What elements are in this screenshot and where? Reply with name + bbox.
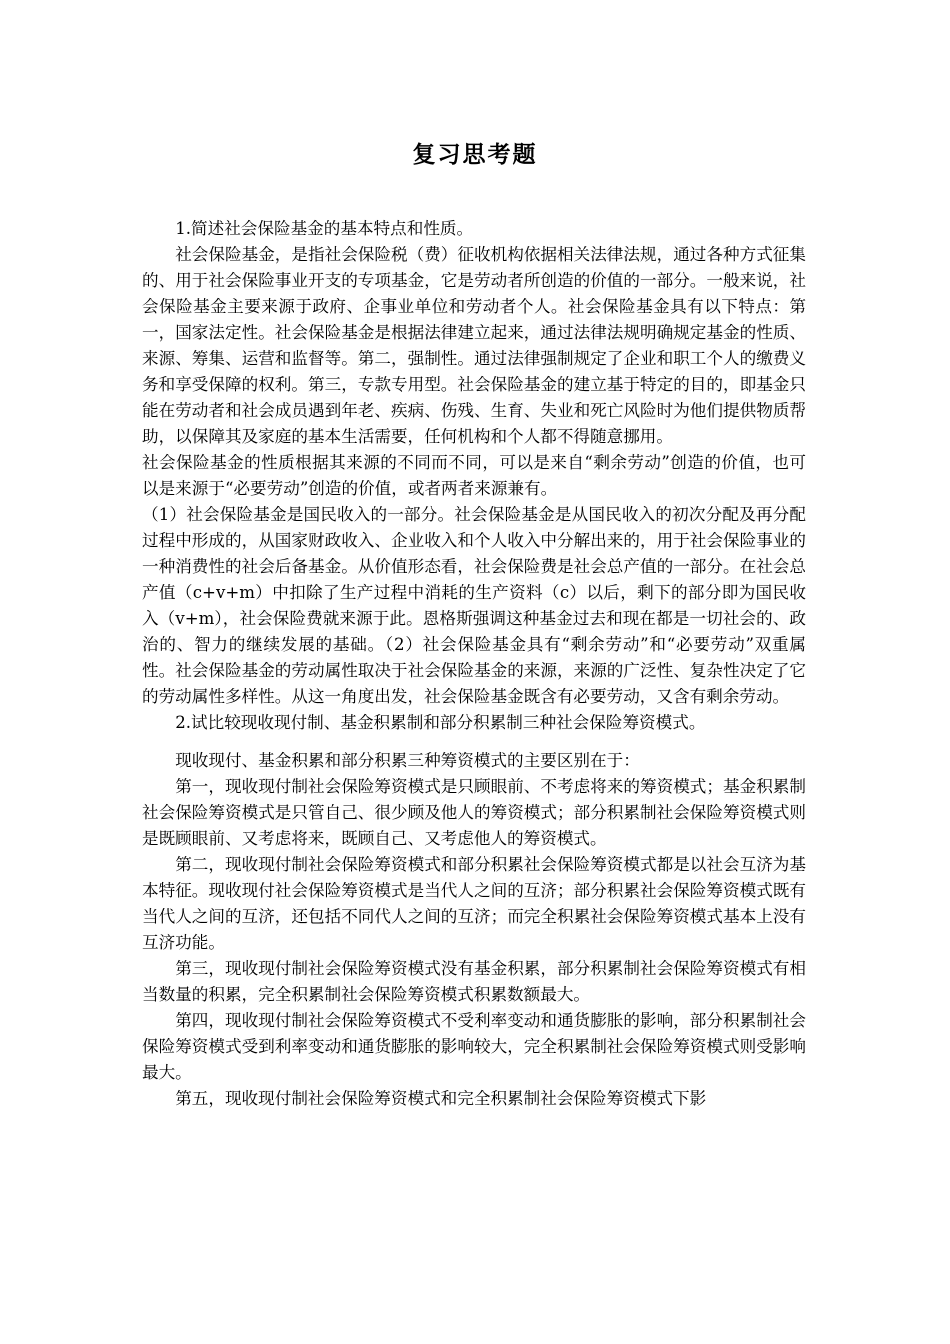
answer-2-point-1: 第一，现收现付制社会保险筹资模式是只顾眼前、不考虑将来的筹资模式；基金积累制社会保险筹资模式是只管自己、很少顾及他人的筹资模式；部分积累制社会保险筹资模式则是既顾眼前、又考虑将来，既顾自己、又考虑他人的筹资模式。 [142, 777, 806, 848]
question-2: 2.试比较现收现付制、基金积累制和部分积累制三种社会保险筹资模式。 [175, 713, 706, 732]
question-1: 1.简述社会保险基金的基本特点和性质。 [175, 219, 474, 238]
answer-2-point-3: 第三，现收现付制社会保险筹资模式没有基金积累，部分积累制社会保险筹资模式有相当数量的积累，完全积累制社会保险筹资模式积累数额最大。 [142, 959, 806, 1004]
answer-1-nature-paragraph: 社会保险基金的性质根据其来源的不同而不同，可以是来自“剩余劳动”创造的价值，也可以是来源于“必要劳动”创造的价值，或者两者来源兼有。 [142, 453, 806, 498]
answer-2-point-4: 第四，现收现付制社会保险筹资模式不受利率变动和通货膨胀的影响，部分积累制社会保险筹资模式受到利率变动和通货膨胀的影响较大，完全积累制社会保险筹资模式则受影响最大。 [142, 1011, 806, 1082]
answer-2-intro: 现收现付、基金积累和部分积累三种筹资模式的主要区别在于： [175, 751, 640, 770]
answer-1-features-paragraph: 社会保险基金，是指社会保险税（费）征收机构依据相关法律法规，通过各种方式征集的、用于社会保险事业开支的专项基金，它是劳动者所创造的价值的一部分。一般来说，社会保险基金主要来源于政府、企事业单位和劳动者个人。社会保险基金具有以下特点：第一，国家法定性。社会保险基金是根据法律建立起来，通过法律法规明确规定基金的性质、来源、筹集、运营和监督等。第二，强制性。通过法律强制规定了企业和职工个人的缴费义务和享受保障的权利。第三，专款专用型。社会保险基金的建立基于特定的目的，即基金只能在劳动者和社会成员遇到年老、疾病、伤残、生育、失业和死亡风险时为他们提供物质帮助，以保障其及家庭的基本生活需要，任何机构和个人都不得随意挪用。 [142, 245, 806, 446]
answer-1-nature-detail-paragraph: （1）社会保险基金是国民收入的一部分。社会保险基金是从国民收入的初次分配及再分配过程中形成的，从国家财政收入、企业收入和个人收入中分解出来的，用于社会保险事业的一种消费性的社会后备基金。从价值形态看，社会保险费是社会总产值的一部分。在社会总产值（c+v+m）中扣除了生产过程中消耗的生产资料（c）以后，剩下的部分即为国民收入（v+m），社会保险费就来源于此。恩格斯强调这种基金过去和现在都是一切社会的、政治的、智力的继续发展的基础。（2）社会保险基金具有“剩余劳动”和“必要劳动”双重属性。社会保险基金的劳动属性取决于社会保险基金的来源，来源的广泛性、复杂性决定了它的劳动属性多样性。从这一角度出发，社会保险基金既含有必要劳动，又含有剩余劳动。 [142, 505, 806, 706]
answer-2-point-2: 第二，现收现付制社会保险筹资模式和部分积累社会保险筹资模式都是以社会互济为基本特征。现收现付社会保险筹资模式是当代人之间的互济；部分积累社会保险筹资模式既有当代人之间的互济，还包括不同代人之间的互济；而完全积累社会保险筹资模式基本上没有互济功能。 [142, 855, 806, 952]
answer-2-point-5: 第五，现收现付制社会保险筹资模式和完全积累制社会保险筹资模式下影 [175, 1089, 707, 1108]
document-body [142, 216, 806, 1112]
page-title: 复习思考题 [412, 141, 538, 168]
